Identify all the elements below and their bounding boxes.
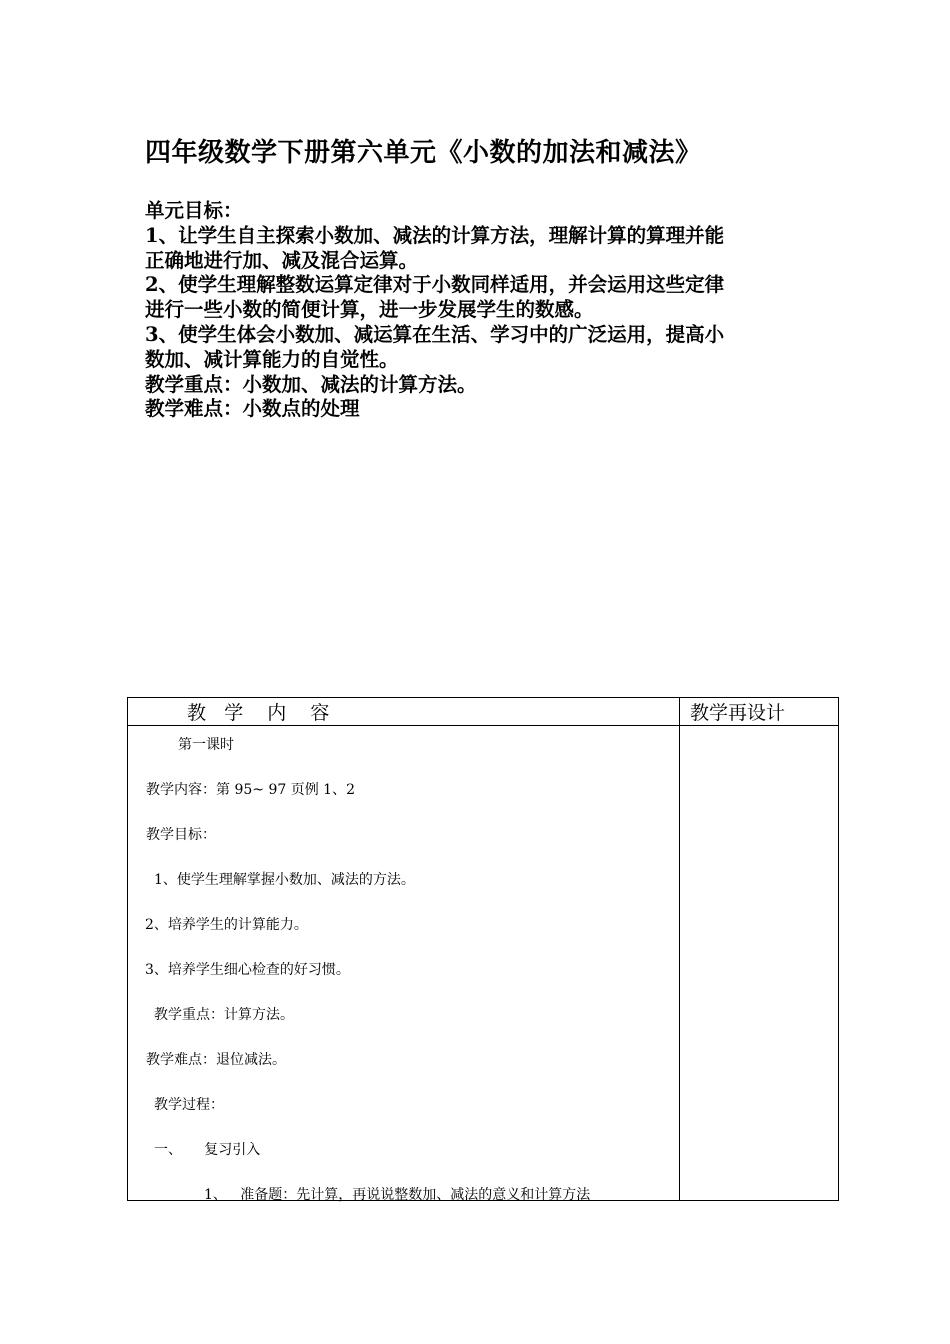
document-title: 四年级数学下册第六单元《小数的加法和减法》 <box>145 138 702 168</box>
content-line: 3、培养学生细心检查的好习惯。 <box>145 962 350 978</box>
objective-line: 进行一些小数的简便计算，进一步发展学生的数感。 <box>145 298 594 322</box>
objective-line: 数加、减计算能力的自觉性。 <box>145 347 399 371</box>
difficulty-line: 教学难点：小数点的处理 <box>145 397 360 421</box>
header-teaching-content-label: 教 学 内 容 <box>187 702 330 724</box>
content-line: 1、使学生理解掌握小数加、减法的方法。 <box>154 872 415 888</box>
content-line: 教学过程： <box>154 1097 224 1113</box>
objective-line: 3、使学生体会小数加、减运算在生活、学习中的广泛运用，提高小 <box>145 322 725 346</box>
unit-objectives <box>145 199 825 422</box>
header-redesign: 教学再设计 <box>680 698 839 726</box>
lesson-period: 第一课时 <box>178 737 234 753</box>
key-point-line: 教学重点：小数加、减法的计算方法。 <box>145 372 477 396</box>
content-line: 1、 准备题：先计算，再说说整数加、减法的意义和计算方法 <box>204 1187 591 1203</box>
content-line: 教学目标： <box>146 827 216 843</box>
objective-line: 2、使学生理解整数运算定律对于小数同样适用，并会运用这些定律 <box>145 273 725 297</box>
header-teaching-content <box>128 698 680 726</box>
objective-line: 正确地进行加、减及混合运算。 <box>145 248 419 272</box>
teaching-content-cell <box>128 726 680 1201</box>
redesign-cell <box>680 726 839 1201</box>
content-line: 2、培养学生的计算能力。 <box>145 917 308 933</box>
content-line: 一、 复习引入 <box>154 1142 261 1158</box>
objectives-heading: 单元目标： <box>145 199 243 222</box>
content-line: 教学重点：计算方法。 <box>154 1007 294 1023</box>
objective-line: 1、让学生自主探索小数加、减法的计算方法，理解计算的算理并能 <box>145 223 725 247</box>
content-line: 教学内容：第 95~ 97 页例 1、2 <box>146 782 355 798</box>
lesson-table <box>127 697 839 1201</box>
content-line: 教学难点：退位减法。 <box>146 1052 286 1068</box>
